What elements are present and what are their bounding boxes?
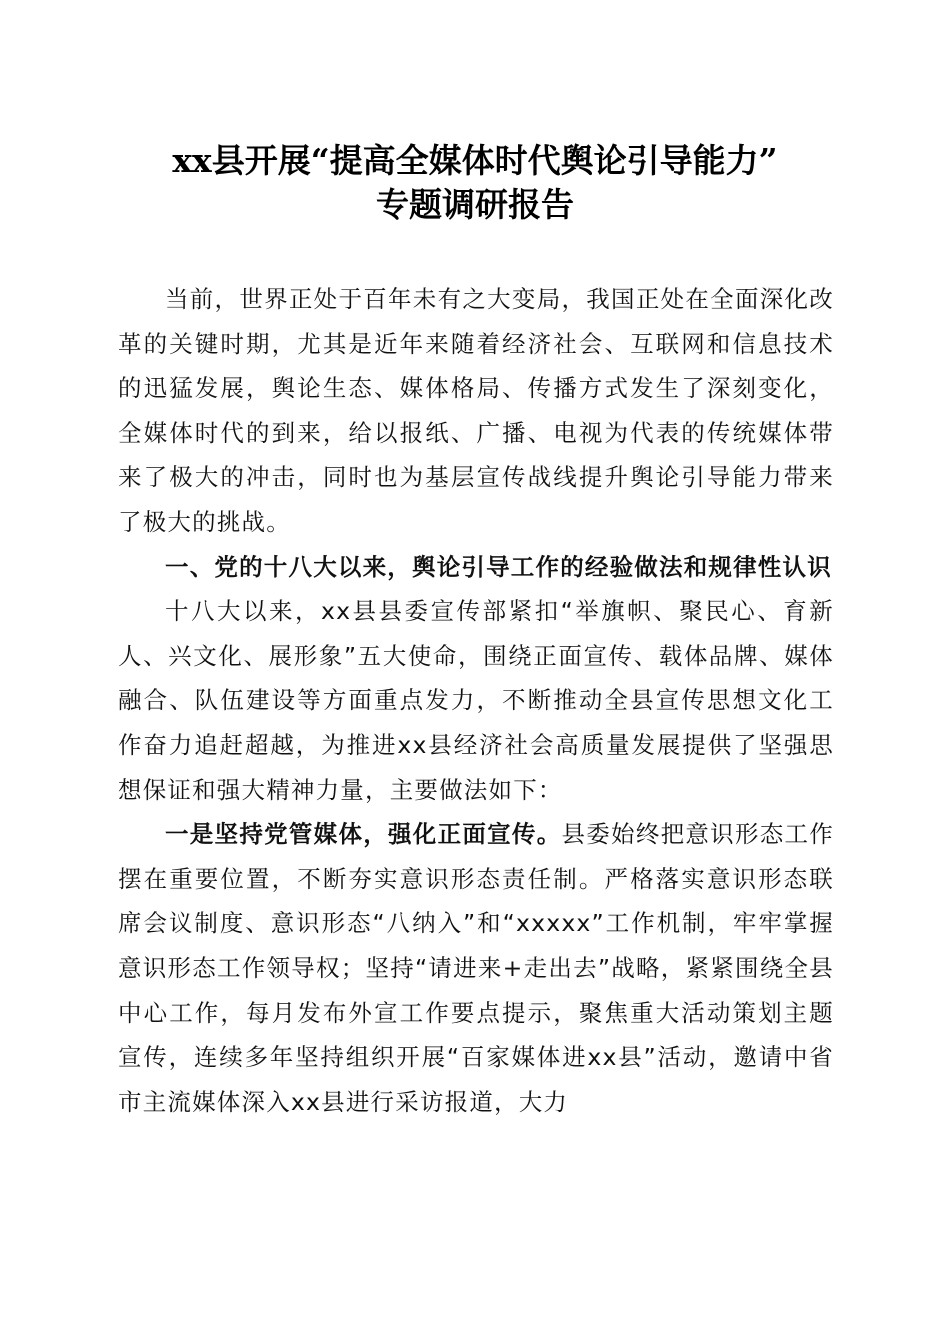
document-title-line1: xx县开展“提高全媒体时代舆论引导能力” [172,141,778,180]
document-body [118,277,834,1124]
section-heading: 一、党的十八大以来，舆论引导工作的经验做法和规律性认识 [165,552,832,581]
section-paragraph: 十八大以来，xx县县委宣传部紧扣“举旗帜、聚民心、育新人、兴文化、展形象”五大使命，围绕正面宣传、载体品牌、媒体融合、队伍建设等方面重点发力，不断推动全县宣传思想文化工作奋力追赶超越，为推进xx县经济社会高质量发展提供了坚强思想保证和强大精神力量，主要做法如下： [118,597,834,804]
point-body-text: 县委始终把意识形态工作摆在重要位置，不断夯实意识形态责任制。严格落实意识形态联席会议制度、意识形态“八纳入”和“xxxxx”工作机制，牢牢掌握意识形态工作领导权；坚持“请进来+走出去”战略，紧紧围绕全县中心工作，每月发布外宣工作要点提示，聚焦重大活动策划主题宣传，连续多年坚持组织开展“百家媒体进xx县”活动，邀请中省市主流媒体深入xx县进行采访报道，大力 [118,820,835,1116]
point-lead-text: 一是坚持党管媒体，强化正面宣传。 [165,820,562,849]
intro-paragraph: 当前，世界正处于百年未有之大变局，我国正处在全面深化改革的关键时期，尤其是近年来随着经济社会、互联网和信息技术的迅猛发展，舆论生态、媒体格局、传播方式发生了深刻变化，全媒体时代的到来，给以报纸、广播、电视为代表的传统媒体带来了极大的冲击，同时也为基层宣传战线提升舆论引导能力带来了极大的挑战。 [118,285,834,536]
point-paragraph [118,812,834,1124]
document-title-line2: 专题调研报告 [376,185,574,224]
